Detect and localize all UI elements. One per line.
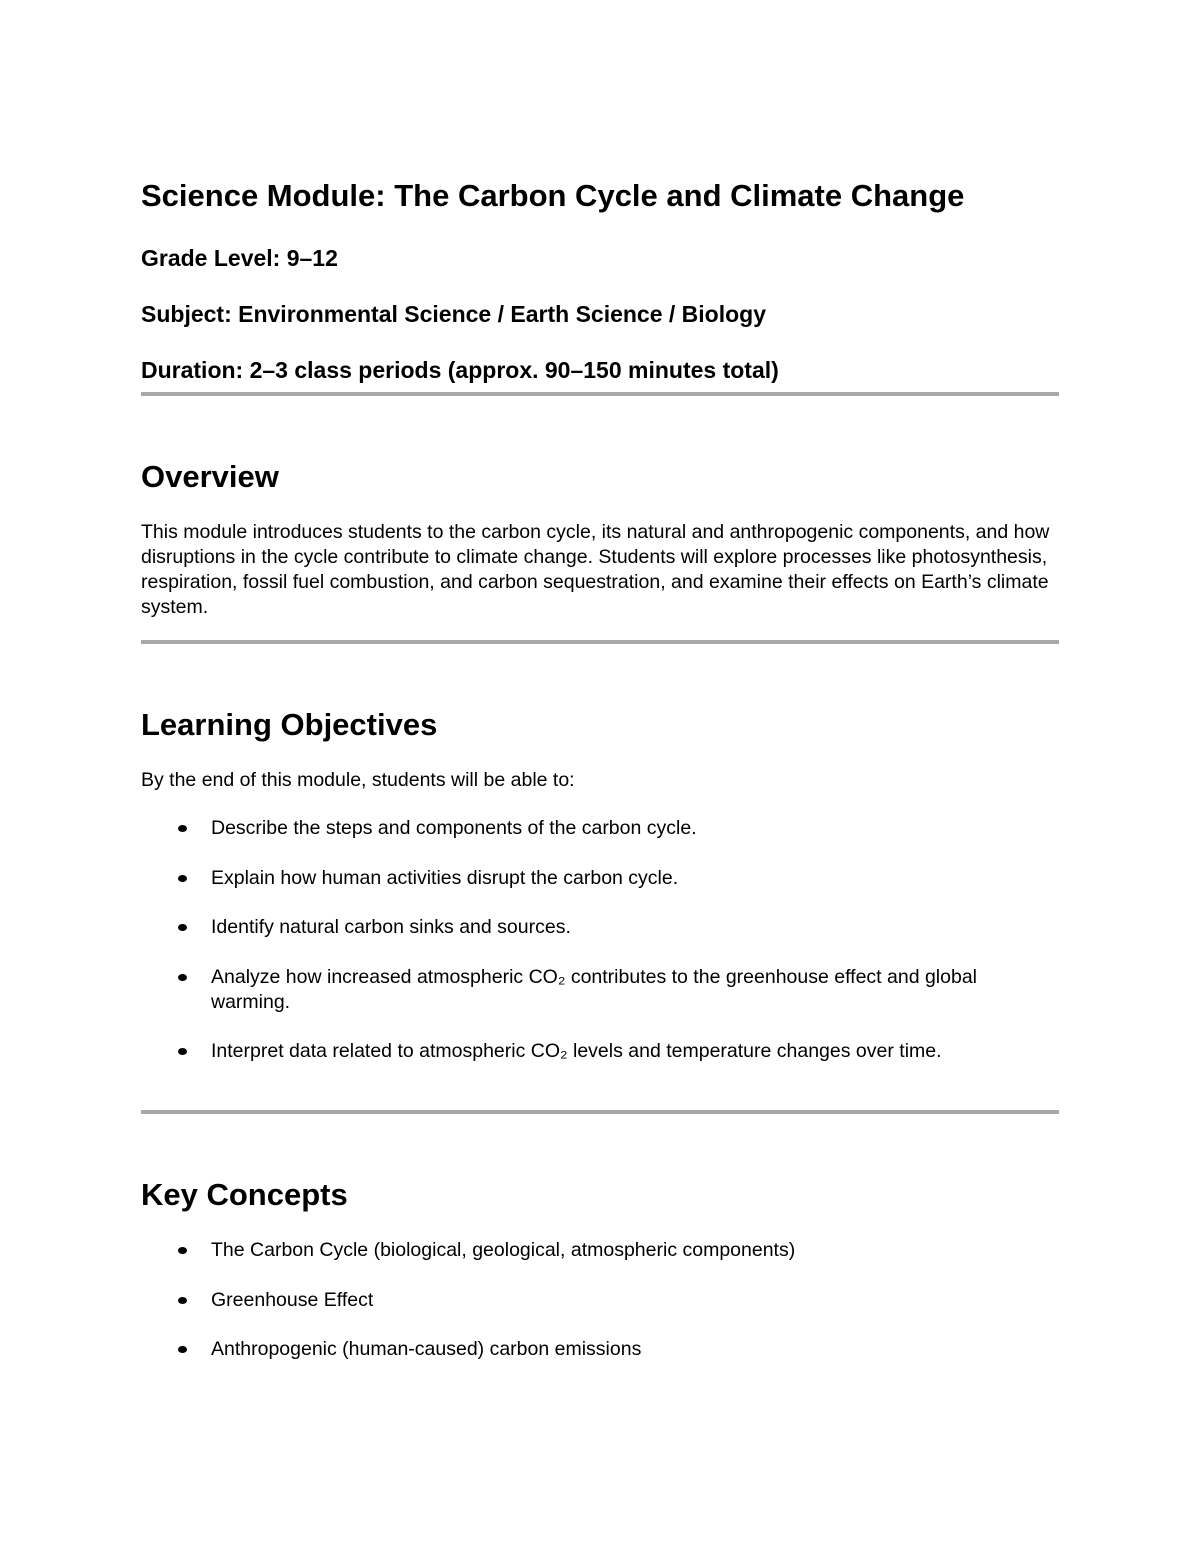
- bullet-icon: [178, 974, 187, 981]
- subject: Subject: Environmental Science / Earth Science / Biology: [141, 301, 767, 327]
- list-item: [141, 1238, 1059, 1263]
- key-concepts-list: [141, 1238, 1059, 1387]
- bullet-icon: [178, 924, 187, 931]
- list-item: [141, 1337, 1059, 1362]
- bullet-icon: [178, 825, 187, 832]
- section-divider: [141, 1110, 1059, 1114]
- bullet-icon: [178, 1297, 187, 1304]
- list-item: [141, 866, 1059, 891]
- list-item-text: Identify natural carbon sinks and sources.: [211, 916, 571, 938]
- list-item: [141, 915, 1059, 940]
- section-divider: [141, 640, 1059, 644]
- list-item: [141, 1288, 1059, 1313]
- list-item: [141, 965, 1059, 1015]
- list-item-text: Analyze how increased atmospheric CO₂ contributes to the greenhouse effect and global warming.: [211, 965, 978, 1013]
- list-item-text: Explain how human activities disrupt the carbon cycle.: [211, 866, 679, 889]
- overview-text: This module introduces students to the carbon cycle, its natural and anthropogenic components, and how disruptions in the cycle contribute to climate change. Students will explore processes like photosynthesis, respiration, fossil fuel combustion, and carbon sequestration, and examine their effects on Earth’s climate system.: [141, 521, 1050, 618]
- learning-objectives-heading: Learning Objectives: [141, 707, 438, 742]
- list-item: [141, 1039, 1059, 1064]
- grade-level: Grade Level: 9–12: [141, 245, 338, 271]
- bullet-icon: [178, 1346, 187, 1353]
- duration: Duration: 2–3 class periods (approx. 90–150 minutes total): [141, 357, 779, 383]
- objectives-list: [141, 816, 1059, 1089]
- key-concepts-heading: Key Concepts: [141, 1177, 348, 1212]
- bullet-icon: [178, 1048, 187, 1055]
- list-item-text: Greenhouse Effect: [211, 1288, 374, 1311]
- overview-heading: Overview: [141, 459, 279, 494]
- list-item-text: Describe the steps and components of the carbon cycle.: [211, 817, 697, 839]
- list-item: [141, 816, 1059, 841]
- section-divider: [141, 392, 1059, 396]
- list-item-text: The Carbon Cycle (biological, geological, atmospheric components): [211, 1239, 796, 1261]
- bullet-icon: [178, 875, 187, 882]
- list-item-text: Anthropogenic (human-caused) carbon emissions: [211, 1338, 642, 1360]
- list-item-text: Interpret data related to atmospheric CO₂ levels and temperature changes over time.: [211, 1040, 942, 1062]
- page-title: Science Module: The Carbon Cycle and Climate Change: [141, 178, 965, 213]
- objectives-intro: By the end of this module, students will be able to:: [141, 769, 575, 791]
- bullet-icon: [178, 1247, 187, 1254]
